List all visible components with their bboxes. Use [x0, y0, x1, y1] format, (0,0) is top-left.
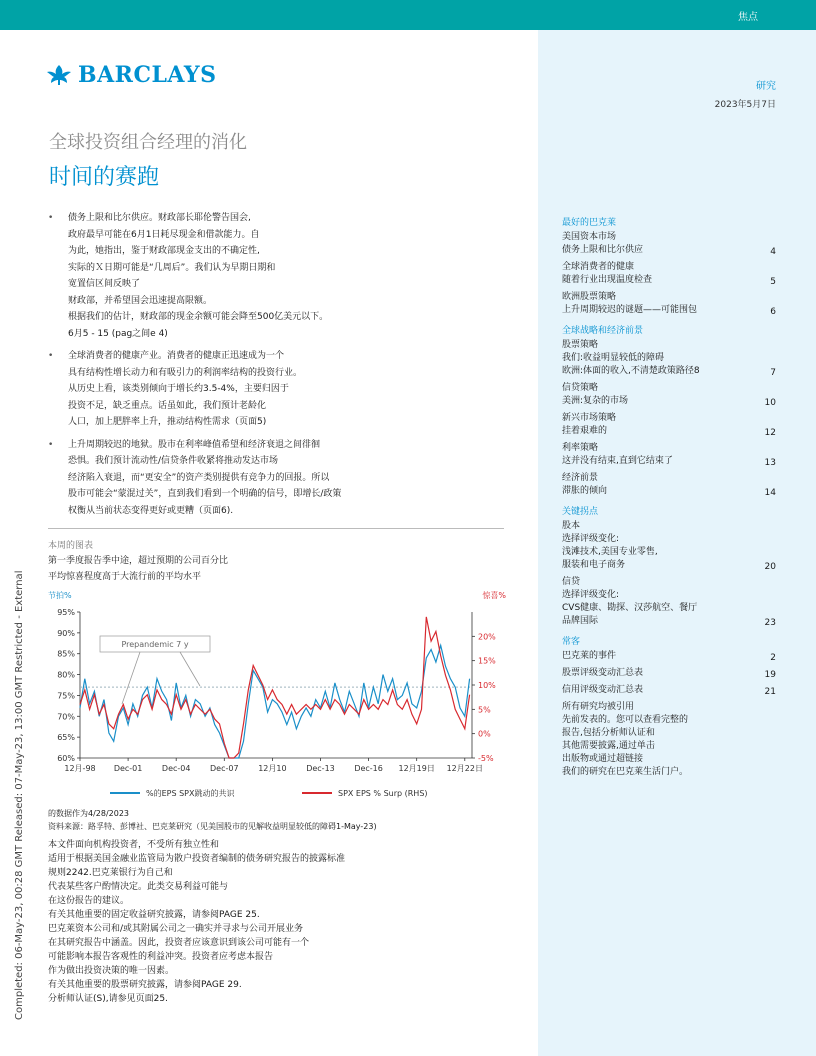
toc-page-number: 6 [770, 307, 776, 317]
toc-page-number: 12 [764, 428, 776, 438]
vertical-timestamp: Completed: 06-May-23, 00:28 GMT Released: 07-May-23, 13:00 GMT Restricted - External [14, 570, 25, 1020]
chart-svg [40, 588, 510, 806]
toc-section-heading: 全球战略和经济前景 [562, 326, 644, 336]
left-axis-label: 节拍% [48, 591, 72, 600]
disclaimer [48, 838, 518, 1006]
right-tick-label: 20% [478, 632, 496, 642]
toc-item-line: 巴克莱的事件 [562, 651, 617, 661]
bullet-line: 为此，她指出，鉴于财政部现金支出的不确定性, [68, 246, 260, 256]
disclaimer-line: 代表某些客户酌情决定。此类交易利益可能与 [48, 882, 229, 892]
toc-page-number: 20 [764, 562, 776, 572]
annotation-arrow [122, 652, 140, 704]
chart-notes [48, 807, 518, 833]
toc-item-line: 滞胀的倾向 [562, 486, 608, 496]
right-tick-label: 5% [478, 705, 491, 715]
x-tick-label: Dec-13 [306, 764, 335, 773]
bullet-line: 财政部，并希望国会迅速提高限额。 [68, 295, 213, 306]
report-type: 研究 [756, 81, 776, 92]
disclaimer-line: 适用于根据美国金融业监管局为散户投资者编制的债务研究报告的披露标准 [48, 854, 346, 864]
chart-title [48, 553, 228, 585]
toc-item-line: 上升周期较迟的谜题——可能围包 [562, 305, 698, 315]
subtitle: 全球投资组合经理的消化 [49, 132, 247, 153]
toc-footer-line: 所有研究均被引用 [562, 702, 635, 712]
right-tick-label: 15% [478, 656, 496, 666]
left-tick-label: 80% [57, 670, 75, 680]
x-tick-label: 12月10 [258, 764, 287, 773]
bullet-line: 从历史上看，该类别倾向于增长约3.5-4%，主要归因于 [68, 384, 289, 394]
brand-name: BARCLAYS [78, 62, 217, 88]
toc-item-line: 全球消费者的健康 [562, 262, 635, 272]
toc-item[interactable] [562, 650, 780, 663]
bullet-line: 股市可能会“蒙混过关”，直到我们看到一个明确的信号，即增长/政策 [68, 489, 342, 499]
series-line-beat [80, 645, 470, 758]
toc-section-heading: 常客 [562, 637, 581, 647]
disclaimer-line: 作为做出投资决策的唯一因素。 [48, 966, 175, 976]
toc-page-number: 2 [770, 653, 776, 663]
toc-item[interactable] [562, 382, 780, 408]
toc-item-line: 欧洲股票策略 [562, 292, 617, 302]
toc-item[interactable] [562, 684, 780, 697]
toc-section-heading: 最好的巴克莱 [562, 218, 617, 228]
toc-item-line: 经济前景 [562, 473, 599, 483]
x-tick-label: Dec-07 [210, 764, 239, 773]
bullet-list [48, 210, 518, 525]
toc-item-line: 信贷策略 [562, 383, 599, 393]
left-tick-label: 75% [57, 691, 75, 701]
bullet-line: 权衡从当前状态变得更好或更糟（页面6). [68, 505, 234, 516]
left-tick-label: 65% [57, 733, 75, 743]
disclaimer-line: 本文件面向机构投资者，不受所有独立性和 [48, 840, 220, 850]
bullet-line: 实际的Ｘ日期可能是“几周后”。我们认为早期日期和 [68, 262, 276, 273]
toc-section-heading: 关键拐点 [562, 507, 599, 517]
toc-item-line: 选择评级变化: [562, 534, 620, 544]
x-tick-label: Dec-01 [113, 764, 143, 773]
annotation-label: Prepandemic 7 y [121, 640, 189, 649]
toc-page-number: 13 [764, 458, 776, 468]
toc-item-line: 信贷 [562, 577, 581, 587]
disclaimer-line: 在这份报告的建议。 [48, 896, 130, 906]
annotation-arrow [180, 652, 200, 686]
toc-item-line: CVS健康、勘探、汉莎航空、餐厅 [562, 603, 698, 613]
x-tick-label: 12月19日 [398, 764, 435, 773]
toc-footer-line: 报告,包括分析师认证和 [562, 728, 655, 738]
toc-item-line: 品牌国际 [562, 616, 599, 626]
bullet-item [48, 210, 518, 342]
barclays-logo [46, 62, 217, 88]
toc-item[interactable] [562, 291, 780, 317]
bullet-item [48, 348, 518, 431]
toc-page-number: 4 [770, 247, 776, 257]
toc-item-line: 新兴市场策略 [562, 413, 617, 423]
toc-item[interactable] [562, 472, 780, 498]
toc-footer-line: 先前发表的。您可以查看完整的 [562, 715, 689, 725]
toc-footer [562, 701, 780, 779]
notes-line: 的数据作为4/28/2023 [48, 809, 130, 818]
toc-item-line: 服装和电子商务 [562, 560, 626, 570]
toc-item[interactable] [562, 412, 780, 438]
bullet-line: • 债务上限和比尔供应。财政部长耶伦警告国会, [68, 213, 251, 223]
toc-item-line: 利率策略 [562, 443, 599, 453]
disclaimer-line: 规则2242.巴克莱银行为自己和 [48, 868, 173, 878]
x-tick-label: Dec-16 [354, 764, 383, 773]
toc-page-number: 14 [764, 488, 776, 498]
left-tick-label: 60% [57, 754, 75, 763]
chart-tag: 本周的图表 [48, 541, 94, 551]
disclaimer-line: 有关其他重要的固定收益研究披露，请参阅PAGE 25. [48, 910, 260, 920]
toc-item-line: 欧洲:体面的收入,不清楚政策路径8 [562, 366, 700, 376]
right-axis-label: 惊喜% [482, 591, 506, 600]
toc-page-number: 21 [764, 687, 776, 697]
toc-item[interactable] [562, 520, 780, 572]
bullet-line: • 全球消费者的健康产业。消费者的健康正迅速成为一个 [68, 351, 285, 361]
disclaimer-line: 分析师认证(S),请参见页面25. [48, 994, 168, 1004]
toc-item[interactable] [562, 576, 780, 628]
bullet-line: 经济陷入衰退，而“更安全”的资产类别提供有竞争力的回报。所以 [68, 472, 330, 483]
toc-item[interactable] [562, 261, 780, 287]
toc-item-line: 信用评级变动汇总表 [562, 685, 644, 695]
table-of-contents [562, 209, 780, 779]
toc-item-line: 挂着艰难的 [562, 426, 608, 436]
top-bar [0, 0, 816, 30]
bullet-line: 政府最早可能在6月1日耗尽现金和借款能力。自 [68, 229, 260, 240]
toc-item-line: 随着行业出现温度检查 [562, 275, 653, 285]
bullet-line: 6月5 - 15 (pag之间e 4) [68, 328, 168, 339]
toc-page-number: 7 [770, 368, 776, 378]
bullet-line: 人口，加上肥胖率上升，推动结构性需求（页面5) [68, 417, 267, 427]
toc-item-line: 我们:收益明显较低的障碍 [562, 353, 665, 363]
disclaimer-line: 在其研究报告中涵盖。因此，投资者应该意识到该公司可能有一个 [48, 938, 310, 948]
page-title: 时间的赛跑 [49, 165, 160, 190]
bullet-line: 根据我们的估计，财政部的现金余额可能会降至500亿美元以下。 [68, 312, 329, 322]
x-tick-label: Dec-04 [161, 764, 191, 773]
bullet-item [48, 437, 518, 520]
beat-chart [40, 588, 510, 810]
disclaimer-line: 有关其他重要的股票研究披露，请参阅PAGE 29. [48, 980, 242, 990]
toc-item-line: 债务上限和比尔供应 [562, 245, 644, 255]
toc-footer-line: 其他需要披露,通过单击 [562, 741, 655, 751]
toc-item-line: 这并没有结束,直到它结束了 [562, 456, 673, 466]
disclaimer-line: 巴克莱资本公司和/或其附属公司之一确实并寻求与公司开展业务 [48, 924, 304, 934]
toc-footer-line: 出版物或通过超链接 [562, 754, 644, 764]
toc-item[interactable] [562, 231, 780, 257]
toc-page-number: 5 [770, 277, 776, 287]
bullet-line: 投资不足，缺乏重点。话虽如此，我们预计老龄化 [68, 400, 267, 411]
eagle-icon [46, 63, 72, 87]
left-tick-label: 90% [57, 628, 75, 638]
bullet-line: 恐惧。我们预计流动性/信贷条件收紧将推动发达市场 [68, 456, 279, 466]
bullet-line: • 上升周期较迟的地狱。股市在利率峰值希望和经济衰退之间徘徊 [68, 439, 321, 450]
notes-line: 资料来源：路孚特、彭博社、巴克莱研究（见美国股市的见解收益明显较低的障碍1-May-23) [48, 822, 377, 831]
divider [48, 528, 504, 529]
chart-title-line: 第一季度报告季中途，超过预期的公司百分比 [48, 556, 229, 566]
toc-item-line: 浅滩技术,美国专业零售, [562, 547, 658, 557]
left-tick-label: 70% [57, 712, 75, 722]
x-tick-label: 12月-98 [64, 764, 96, 773]
report-date: 2023年5月7日 [714, 100, 776, 110]
bullet-line: 宽置信区间反映了 [68, 279, 141, 289]
toc-item[interactable] [562, 339, 780, 378]
left-tick-label: 85% [57, 649, 75, 659]
toc-item[interactable] [562, 667, 780, 680]
right-tick-label: 10% [478, 681, 496, 690]
toc-item[interactable] [562, 442, 780, 468]
bullet-line: 具有结构性增长动力和有吸引力的利润率结构的投资行业。 [68, 367, 303, 378]
toc-item-line: 股本 [562, 521, 581, 531]
toc-item-line: 股票评级变动汇总表 [562, 668, 644, 678]
toc-page-number: 10 [764, 398, 776, 408]
toc-item-line: 选择评级变化: [562, 590, 620, 600]
toc-item-line: 美国资本市场 [562, 232, 617, 242]
right-tick-label: 0% [478, 729, 491, 739]
toc-item-line: 美洲:复杂的市场 [562, 396, 629, 406]
legend-label-surprise: SPX EPS % Surp (RHS) [338, 789, 428, 798]
legend-label-beat: %的EPS SPX跳动的共识 [146, 789, 235, 798]
header-label: 焦点 [738, 12, 758, 23]
toc-page-number: 23 [764, 618, 776, 628]
toc-item-line: 股票策略 [562, 340, 599, 350]
left-tick-label: 95% [57, 608, 75, 617]
disclaimer-line: 可能影响本报告客观性的利益冲突。投资者应考虑本报告 [48, 952, 274, 962]
x-tick-label: 12月22日 [446, 764, 483, 773]
toc-footer-line: 我们的研究在巴克莱生活门户。 [562, 767, 689, 777]
toc-page-number: 19 [764, 670, 776, 680]
right-tick-label: -5% [478, 754, 494, 763]
chart-title-line: 平均惊喜程度高于大流行前的平均水平 [48, 572, 202, 582]
